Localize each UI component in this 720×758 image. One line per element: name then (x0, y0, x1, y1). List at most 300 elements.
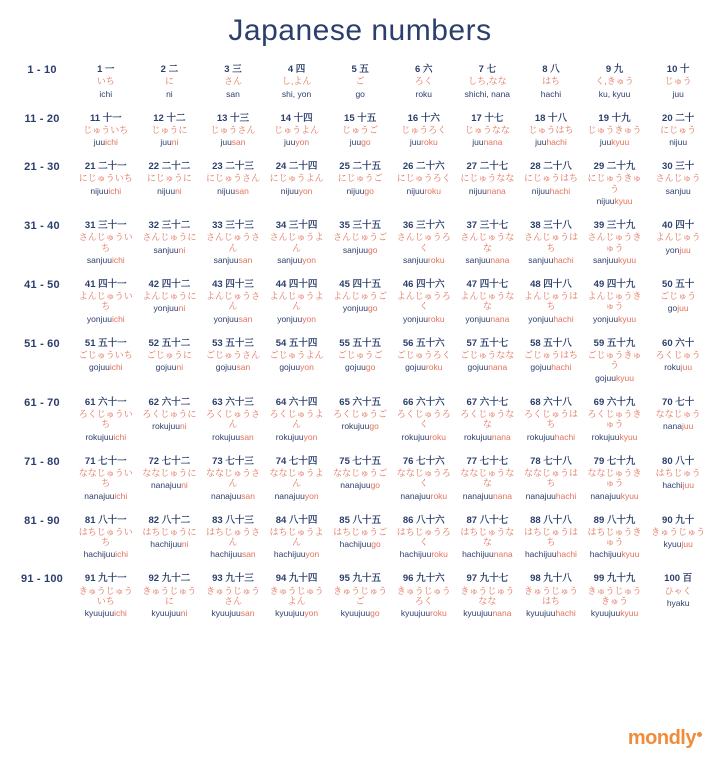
number-kana: ろくじゅう (655, 350, 701, 361)
number-romaji (75, 432, 137, 442)
number-kana: ななじゅういち (78, 467, 133, 489)
number-cell[interactable] (328, 107, 392, 156)
number-kanji-text: 十七 (484, 112, 504, 124)
number-romaji (457, 608, 519, 618)
number-romaji (266, 314, 328, 324)
number-cell-content (393, 113, 455, 148)
number-cell[interactable] (74, 214, 138, 273)
number-cell[interactable] (456, 509, 520, 568)
number-cell[interactable] (74, 155, 138, 214)
number-cell-content (139, 220, 201, 255)
number-kanji (202, 113, 264, 124)
number-cell[interactable] (74, 58, 138, 107)
number-romaji-suffix: ni (175, 185, 182, 196)
number-cell[interactable] (201, 332, 265, 391)
number-romaji (266, 89, 328, 99)
number-cell-content (520, 397, 582, 442)
row-range-label: 31 - 40 (24, 220, 60, 233)
number-cell[interactable] (201, 107, 265, 156)
number-romaji (457, 549, 519, 559)
number-romaji-base: gojuu (405, 362, 426, 373)
number-cell[interactable] (456, 450, 520, 509)
number-kana: さんじゅう (655, 173, 701, 184)
number-cell[interactable] (646, 155, 710, 214)
number-cell[interactable] (201, 214, 265, 273)
number-kanji (584, 279, 646, 290)
number-kanji (520, 220, 582, 231)
number-cell-content (457, 397, 519, 442)
number-cell[interactable] (646, 273, 710, 332)
number-romaji-suffix: san (235, 185, 249, 196)
number-cell-content (393, 338, 455, 373)
number-cell[interactable] (265, 450, 329, 509)
number-kanji-text: 五十一 (98, 337, 127, 349)
number-cell[interactable] (583, 391, 647, 450)
number-cell[interactable] (519, 214, 583, 273)
number-kanji-text: 十八 (548, 112, 568, 124)
number-kana: じゅうに (151, 124, 188, 135)
number-cell[interactable] (583, 58, 647, 107)
number-romaji-suffix: kyuu (618, 254, 637, 265)
number-romaji-suffix: yon (305, 549, 320, 560)
number-cell[interactable] (456, 567, 520, 626)
number-kanji (202, 573, 264, 584)
number-cell[interactable] (519, 567, 583, 626)
number-cell[interactable] (456, 58, 520, 107)
number-romaji-base: hachijuu (524, 549, 557, 560)
number-romaji (584, 491, 646, 501)
number-romaji (647, 480, 709, 490)
number-romaji-suffix: go (370, 480, 381, 491)
number-cell[interactable] (328, 58, 392, 107)
number-cell-content (457, 279, 519, 324)
number-cell[interactable] (392, 450, 456, 509)
number-kana: ごじゅうさん (205, 350, 260, 361)
number-cell[interactable] (328, 567, 392, 626)
number-cell[interactable] (583, 450, 647, 509)
number-cell[interactable] (456, 107, 520, 156)
number-digit: 29 (593, 161, 605, 173)
number-cell-content (329, 573, 391, 618)
number-cell[interactable] (265, 567, 329, 626)
number-digit: 3 (224, 64, 230, 75)
number-romaji-base: nijuu (217, 185, 236, 196)
number-kanji (75, 338, 137, 349)
number-romaji (266, 362, 328, 372)
number-kanji (393, 113, 455, 124)
number-cell[interactable] (519, 155, 583, 214)
number-kana: よんじゅうはち (523, 291, 578, 312)
number-kanji (75, 515, 137, 526)
number-cell[interactable] (74, 273, 138, 332)
number-cell[interactable] (583, 567, 647, 626)
number-cell[interactable] (583, 273, 647, 332)
number-romaji-base: rokujuu (85, 431, 114, 442)
number-digit: 1 (97, 64, 103, 75)
number-romaji-suffix: hachi (549, 185, 571, 196)
number-cell-content (520, 220, 582, 265)
number-cell[interactable] (646, 214, 710, 273)
number-cell-content (584, 220, 646, 265)
number-romaji (75, 89, 137, 99)
number-cell-content (520, 573, 582, 618)
number-cell[interactable] (328, 155, 392, 214)
number-romaji (520, 491, 582, 501)
number-kanji (139, 456, 201, 467)
number-romaji (520, 549, 582, 559)
number-kana: にじゅうさん (205, 173, 260, 184)
number-kanji-text: 九十七 (479, 573, 509, 585)
number-kana: はちじゅうよん (269, 526, 324, 548)
number-romaji-suffix: san (236, 362, 251, 373)
number-cell[interactable] (201, 450, 265, 509)
number-kana: さんじゅうなな (460, 232, 515, 253)
number-cell[interactable] (392, 567, 456, 626)
number-cell[interactable] (519, 273, 583, 332)
number-digit: 49 (593, 278, 605, 290)
number-cell[interactable] (519, 107, 583, 156)
number-digit: 66 (402, 396, 414, 408)
number-cell[interactable] (201, 391, 265, 450)
number-romaji-base: gojuu (530, 362, 552, 373)
number-kanji (647, 573, 709, 584)
number-cell-content (393, 64, 455, 99)
number-romaji-suffix: hachi (546, 137, 567, 148)
number-cell[interactable] (201, 273, 265, 332)
number-cell-content (393, 573, 455, 618)
number-cell[interactable] (201, 58, 265, 107)
number-kana: ろくじゅうよん (269, 408, 324, 430)
number-cell[interactable] (583, 214, 647, 273)
number-cell[interactable] (328, 391, 392, 450)
number-cell[interactable] (392, 58, 456, 107)
number-kanji (647, 338, 709, 349)
number-romaji-base: juu (220, 137, 232, 148)
number-romaji-base: hyaku (666, 598, 690, 609)
number-cell[interactable] (392, 214, 456, 273)
number-kana: きゅうじゅうきゅう (587, 585, 642, 607)
number-kanji-text: 五十二 (161, 337, 191, 349)
number-cell-content (393, 456, 455, 501)
number-kanji-text: 四十一 (98, 278, 127, 290)
number-kanji-text: 四 (295, 64, 306, 75)
number-cell-content (202, 573, 264, 618)
number-kanji-text: 三十八 (543, 220, 572, 232)
number-cell-content (202, 220, 264, 265)
number-romaji (266, 432, 328, 442)
number-cell-content (584, 161, 646, 206)
number-romaji-base: nanajuu (340, 480, 371, 491)
number-kanji (647, 279, 709, 290)
number-romaji-base: nanajuu (400, 490, 431, 501)
number-cell[interactable] (74, 391, 138, 450)
number-kanji (393, 573, 455, 584)
number-digit: 98 (530, 573, 541, 585)
number-cell-content (647, 338, 709, 373)
number-cell[interactable] (201, 567, 265, 626)
number-cell-content (202, 456, 264, 501)
number-kanji-text: 七十六 (416, 455, 445, 467)
number-cell[interactable] (74, 509, 138, 568)
number-cell[interactable] (138, 450, 202, 509)
number-cell[interactable] (138, 332, 202, 391)
number-kanji-text: 六 (422, 64, 433, 75)
number-digit: 80 (662, 455, 673, 467)
number-kana: にじゅうろく (396, 173, 451, 184)
number-digit: 74 (275, 455, 287, 467)
number-kanji-text: 四十九 (606, 278, 636, 290)
number-kanji (457, 161, 519, 172)
number-cell[interactable] (646, 509, 710, 568)
number-cell[interactable] (392, 155, 456, 214)
number-cell[interactable] (519, 391, 583, 450)
number-cell-content (75, 515, 137, 560)
number-kanji (202, 279, 264, 290)
number-cell[interactable] (138, 107, 202, 156)
number-cell[interactable] (138, 509, 202, 568)
number-romaji-suffix: ni (178, 303, 186, 314)
number-cell-content (457, 64, 519, 99)
number-digit: 82 (148, 514, 160, 526)
number-digit: 22 (148, 161, 160, 173)
number-cell[interactable] (583, 332, 647, 391)
number-romaji (266, 137, 328, 147)
number-romaji-suffix: ichi (105, 137, 118, 148)
number-kanji (139, 64, 201, 75)
number-romaji-base: sanjuu (593, 254, 619, 265)
number-romaji-base: nijuu (280, 185, 299, 196)
number-romaji-suffix: hachi (551, 362, 572, 373)
number-kana: はちじゅうはち (523, 526, 578, 548)
number-romaji-suffix: roku (425, 362, 443, 373)
number-romaji (329, 186, 391, 196)
number-kanji (139, 161, 201, 172)
number-cell[interactable] (201, 155, 265, 214)
number-kana: ななじゅうなな (460, 467, 515, 489)
number-kanji-text: 四十五 (352, 278, 382, 290)
number-romaji (329, 89, 391, 99)
number-cell[interactable] (392, 391, 456, 450)
number-digit: 37 (466, 220, 478, 232)
number-kana: きゅうじゅう (651, 526, 706, 537)
number-romaji-base: kyuu (663, 539, 682, 550)
number-romaji-base: yonjuu (402, 313, 429, 324)
number-kanji-text: 五 (359, 64, 369, 75)
number-cell[interactable] (519, 332, 583, 391)
number-cell[interactable] (265, 107, 329, 156)
number-cell-content (393, 279, 455, 324)
number-kanji-text: 五十五 (352, 337, 382, 349)
number-kanji-text: 九十三 (225, 573, 254, 585)
number-cell[interactable] (265, 509, 329, 568)
number-digit: 51 (84, 337, 96, 349)
number-cell[interactable] (328, 214, 392, 273)
number-romaji-base: nanajuu (150, 480, 182, 491)
number-cell[interactable] (265, 273, 329, 332)
number-kanji-text: 二十四 (288, 161, 318, 173)
number-kanji (75, 397, 137, 408)
number-cell[interactable] (138, 273, 202, 332)
number-cell[interactable] (328, 332, 392, 391)
number-cell[interactable] (265, 155, 329, 214)
number-cell[interactable] (392, 107, 456, 156)
number-cell-content (520, 161, 582, 196)
number-romaji (202, 549, 264, 559)
number-cell[interactable] (456, 332, 520, 391)
number-romaji (520, 89, 582, 99)
number-kanji (75, 573, 137, 584)
number-cell[interactable] (265, 58, 329, 107)
number-kanji-text: 八十一 (98, 514, 127, 526)
number-romaji-suffix: yon (304, 608, 319, 619)
number-kanji-text: 六十四 (288, 396, 318, 408)
number-cell[interactable] (456, 273, 520, 332)
number-digit: 99 (593, 573, 605, 585)
number-romaji-base: ichi (99, 88, 113, 99)
number-digit: 23 (212, 161, 223, 173)
number-romaji (457, 186, 519, 196)
number-digit: 24 (275, 161, 287, 173)
number-kana: きゅうじゅうさん (205, 585, 260, 607)
number-romaji-suffix: hachi (553, 313, 574, 324)
number-cell[interactable] (392, 332, 456, 391)
number-romaji-base: kyuujuu (400, 608, 431, 619)
number-kanji (393, 515, 455, 526)
number-kanji (266, 456, 328, 467)
number-cell[interactable] (328, 509, 392, 568)
number-cell[interactable] (74, 107, 138, 156)
number-kanji (202, 220, 264, 231)
number-kana: しち,なな (468, 76, 507, 87)
number-cell[interactable] (646, 567, 710, 626)
number-cell[interactable] (646, 332, 710, 391)
number-cell[interactable] (328, 273, 392, 332)
number-romaji-suffix: ichi (108, 185, 122, 196)
number-cell[interactable] (201, 509, 265, 568)
number-romaji (457, 491, 519, 501)
number-cell[interactable] (519, 509, 583, 568)
number-romaji (75, 255, 137, 265)
number-romaji-base: shichi, nana (464, 88, 511, 99)
number-romaji-suffix: ni (176, 362, 184, 373)
number-romaji (457, 255, 519, 265)
number-romaji-base: hachijuu (150, 539, 182, 550)
number-cell[interactable] (74, 450, 138, 509)
number-cell[interactable] (646, 58, 710, 107)
number-cell[interactable] (265, 332, 329, 391)
number-cell[interactable] (646, 107, 710, 156)
number-cell[interactable] (265, 391, 329, 450)
number-kanji (393, 397, 455, 408)
number-cell[interactable] (456, 155, 520, 214)
number-kana: はちじゅういち (78, 526, 133, 548)
number-kanji-text: 三十一 (98, 220, 127, 232)
number-cell[interactable] (138, 58, 202, 107)
number-kana: きゅうじゅうよん (269, 585, 324, 607)
number-cell[interactable] (328, 450, 392, 509)
number-romaji-suffix: roku (428, 254, 445, 265)
number-digit: 7 (478, 64, 484, 75)
number-cell[interactable] (392, 509, 456, 568)
number-cell[interactable] (583, 107, 647, 156)
number-romaji-base: nijuu (406, 185, 425, 196)
number-romaji-base: rokujuu (463, 431, 492, 442)
number-cell[interactable] (74, 332, 138, 391)
number-cell-content (139, 113, 201, 148)
number-cell[interactable] (138, 567, 202, 626)
number-cell[interactable] (138, 214, 202, 273)
number-kanji-text: 八十六 (416, 514, 445, 526)
number-cell-content (584, 113, 646, 148)
number-romaji-base: nana (663, 421, 682, 432)
number-romaji-base: rokujuu (275, 431, 304, 442)
number-cell[interactable] (456, 214, 520, 273)
number-romaji-base: hachijuu (273, 549, 306, 560)
number-cell[interactable] (265, 214, 329, 273)
number-cell[interactable] (392, 273, 456, 332)
number-romaji (329, 480, 391, 490)
number-cell[interactable] (583, 155, 647, 214)
number-cell[interactable] (519, 58, 583, 107)
number-cell-content (139, 64, 201, 99)
number-kanji-text: 八十五 (352, 514, 382, 526)
number-kana: ひゃく (664, 585, 692, 596)
number-romaji-base: juu (672, 88, 684, 99)
number-kanji-text: 十六 (420, 112, 440, 124)
number-kana: よんじゅういち (78, 291, 133, 312)
number-cell[interactable] (583, 509, 647, 568)
number-digit: 6 (415, 64, 421, 75)
number-kana: はちじゅうきゅう (587, 526, 642, 548)
number-kanji (457, 113, 519, 124)
number-kanji (75, 456, 137, 467)
numbers-table (10, 58, 710, 626)
number-kanji-text: 八十 (675, 455, 695, 467)
number-cell[interactable] (519, 450, 583, 509)
number-digit: 73 (212, 455, 223, 467)
number-digit: 52 (148, 337, 160, 349)
number-cell[interactable] (138, 391, 202, 450)
number-romaji-base: gojuu (345, 362, 366, 373)
number-romaji (329, 608, 391, 618)
number-kanji-text: 九十五 (352, 573, 382, 585)
number-cell[interactable] (74, 567, 138, 626)
number-kana: じゅうなな (464, 124, 510, 135)
number-kana: ななじゅう (655, 408, 701, 419)
number-kanji-text: 二 (168, 64, 179, 75)
number-romaji-base: yonjuu (528, 313, 554, 324)
number-kanji (75, 161, 137, 172)
number-romaji-suffix: nana (491, 431, 511, 442)
number-kanji-text: 三十六 (416, 220, 445, 232)
number-kanji (647, 64, 709, 75)
number-kanji-text: 七十五 (352, 455, 382, 467)
number-cell[interactable] (456, 391, 520, 450)
number-kanji-text: 十五 (357, 112, 377, 124)
number-romaji (584, 432, 646, 442)
number-cell[interactable] (646, 450, 710, 509)
number-cell[interactable] (646, 391, 710, 450)
number-romaji-base: san (226, 88, 240, 99)
number-romaji (329, 137, 391, 147)
number-cell[interactable] (138, 155, 202, 214)
number-cell-content (75, 456, 137, 501)
number-digit: 48 (530, 278, 541, 290)
number-digit: 44 (275, 278, 287, 290)
number-cell-content (520, 515, 582, 560)
number-kana: にじゅうよん (269, 173, 324, 184)
number-digit: 89 (593, 514, 605, 526)
